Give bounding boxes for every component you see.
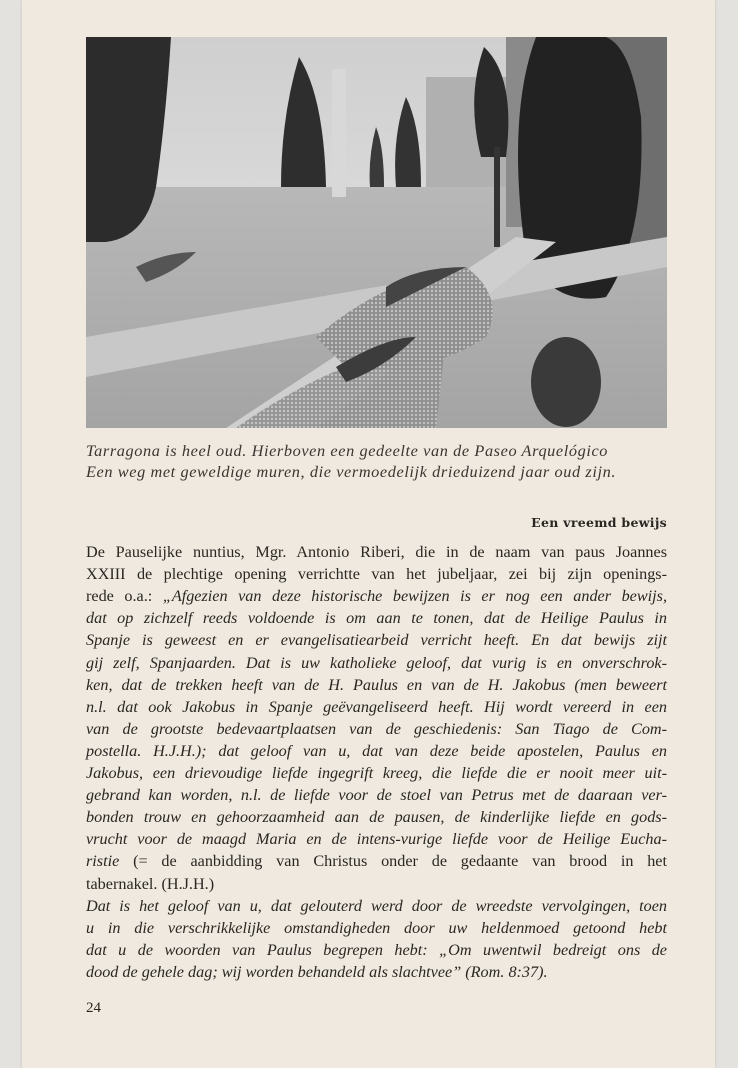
roman-text: XXIII de plechtige opening verrichtte van het jubeljaar, zei bij zijn openings- [86, 565, 667, 584]
body-line [86, 564, 667, 584]
italic-text: Spanje is geweest en er evangelisatiearbeid verricht heeft. En dat bewijs zijt [86, 631, 667, 650]
photo-caption-line-2: Een weg met geweldige muren, die vermoedelijk drieduizend jaar oud zijn. [86, 462, 617, 481]
italic-text: Dat is het geloof van u, dat gelouterd werd door de wreedste vervolgingen, toen [86, 896, 667, 915]
italic-text: ristie [86, 852, 120, 871]
roman-text: De Pauselijke nuntius, Mgr. Antonio Riberi, die in de naam van paus Joannes [86, 543, 667, 561]
body-line [86, 719, 667, 739]
roman-text: tabernakel. (H.J.H.) [86, 874, 215, 893]
body-line [86, 962, 667, 982]
italic-text: postella. H.J.H.); dat geloof van u, dat van deze beide apostelen, Paulus en [86, 741, 667, 760]
italic-text: „Afgezien van deze historische bewijzen is er nog een ander bewijs, [162, 587, 667, 606]
italic-text: n.l. dat ook Jakobus in Spanje geëvangeliseerd heeft. Hij wordt vereerd in een [86, 697, 667, 716]
italic-text: gebrand kan worden, n.l. de liefde voor de stoel van Petrus met de daaraan ver- [86, 786, 667, 805]
body-line [86, 874, 667, 894]
body-line [86, 653, 667, 673]
body-line [86, 675, 667, 695]
body-line [86, 763, 667, 783]
italic-text: dat u de woorden van Paulus begrepen hebt: „Om uwentwil bedreigt ons de [86, 940, 667, 959]
italic-text: vrucht voor de maagd Maria en de intens-vurige liefde voor de Heilige Eucha- [86, 830, 667, 849]
body-line [86, 608, 667, 628]
body-line [86, 851, 667, 871]
photo-paseo-arqueologico [86, 37, 667, 428]
body-line [86, 940, 667, 960]
italic-text: dat op zichzelf reeds voldoende is om aan te tonen, dat de Heilige Paulus in [86, 609, 667, 628]
section-heading: Een vreemd bewijs [531, 515, 667, 530]
roman-text: (= de aanbidding van Christus onder de gedaante van brood in het [119, 852, 667, 871]
body-line [86, 896, 667, 916]
body-line [86, 829, 667, 849]
italic-text: gij zelf, Spanjaarden. Dat is uw katholieke geloof, dat vurig is en onverschrok- [86, 653, 667, 672]
body-line [86, 697, 667, 717]
body-line [86, 807, 667, 827]
italic-text: Jakobus, een drievoudige liefde ingegrift kreeg, die liefde die er nooit meer uit- [86, 764, 667, 782]
italic-text: u in die verschrikkelijke omstandigheden door uw heldenmoed getoond hebt [86, 918, 667, 937]
italic-text: dood de gehele dag; wij worden behandeld als slachtvee” (Rom. 8:37). [86, 962, 548, 981]
body-line [86, 785, 667, 805]
page-number: 24 [86, 1000, 101, 1016]
body-line [86, 542, 667, 562]
italic-text: van de grootste bedevaartplaatsen van de geschiedenis: San Tiago de Com- [86, 719, 667, 738]
body-line [86, 918, 667, 938]
italic-text: bonden trouw en gehoorzaamheid aan de pausen, de kinderlijke liefde en gods- [86, 808, 667, 827]
italic-text: ken, dat de trekken heeft van de H. Paulus en van de H. Jakobus (men beweert [86, 675, 667, 694]
photo-caption-line-1: Tarragona is heel oud. Hierboven een gedeelte van de Paseo Arquelógico [86, 441, 609, 460]
body-line [86, 586, 667, 606]
roman-text: rede o.a.: [86, 587, 163, 606]
body-line [86, 630, 667, 650]
body-line [86, 741, 667, 761]
